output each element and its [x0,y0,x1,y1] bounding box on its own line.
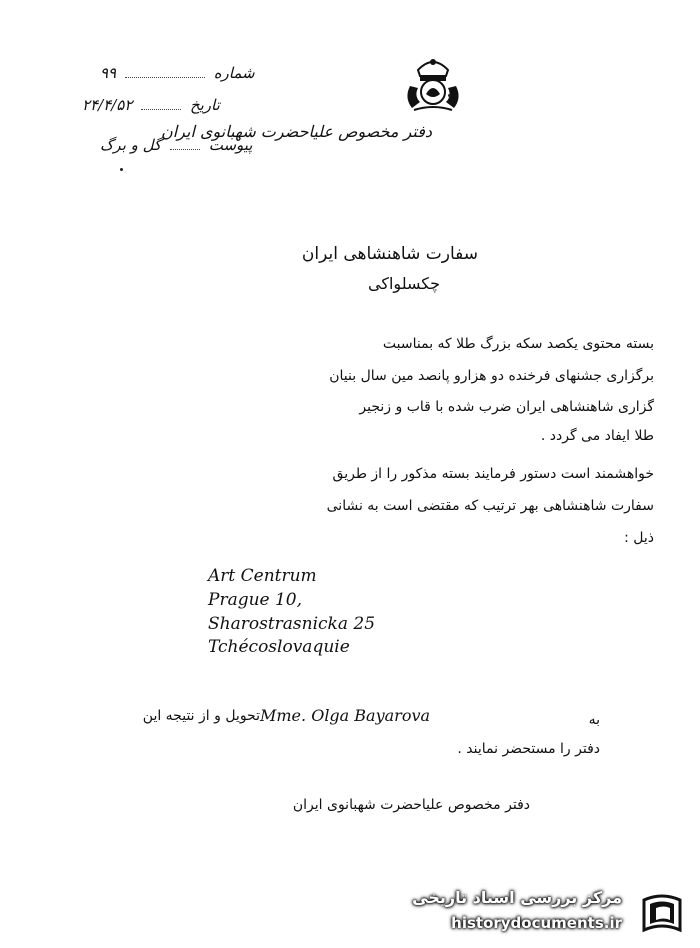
reference-number [100,64,255,82]
attachment-label: پیوست [208,136,253,154]
address-line: Sharostrasnicka 25 [208,614,376,634]
watermark-url: historydocuments.ir [451,914,622,932]
dotted-line [141,109,181,110]
body-line: بسته محتوی یکصد سکه بزرگ طلا که بمناسبت [382,336,654,352]
reference-attachment [100,136,252,154]
body-line: ذیل : [624,530,654,546]
watermark-title: مرکز بررسی اسناد تاریخی [412,888,622,907]
body-line: گزاری شاهنشاهی ایران ضرب شده با قاب و زنجیر [359,399,654,415]
body-line: طلا ایفاد می گردد . [540,428,654,444]
dotted-line [170,149,200,150]
delivery-prefix: به [588,712,600,728]
delivery-text: تحویل و از نتیجه این [142,708,260,724]
addressee-line-1: سفارت شاهنشاهی ایران [301,244,478,264]
number-label: شماره [213,64,255,82]
addressee-line-2: چکسلواکی [368,274,440,293]
number-value: ۹۹ [100,64,117,82]
delivery-line-2: دفتر را مستحضر نمایند . [457,741,600,757]
imperial-emblem-icon [400,52,466,114]
address-line: Art Centrum [208,566,317,586]
reference-date [82,96,220,114]
body-line: برگزاری جشنهای فرخنده دو هزارو پانصد مین سال بنیان [329,368,654,384]
recipient-name: Mme. Olga Bayarova [260,706,431,725]
address-line: Prague 10, [208,590,303,610]
body-line: خواهشمند است دستور فرمایند بسته مذکور را از طریق [332,466,654,482]
attachment-value: گل و برگ [100,136,162,154]
archive-watermark [412,888,692,942]
signature-line: دفتر مخصوص علیاحضرت شهبانوی ایران [292,797,530,813]
dotted-line [125,77,205,78]
archive-logo-icon [638,890,686,938]
body-line: سفارت شاهنشاهی بهر ترتیب که مقتضی است به نشانی [326,498,654,514]
ink-speck [120,168,123,171]
date-value: ۲۴/۴/۵۲ [82,96,133,114]
ink-speck [448,94,451,97]
office-title: دفتر مخصوص علیاحضرت شهبانوی ایران [160,122,432,141]
address-line: Tchécoslovaquie [208,637,350,657]
date-label: تاریخ [189,96,220,114]
